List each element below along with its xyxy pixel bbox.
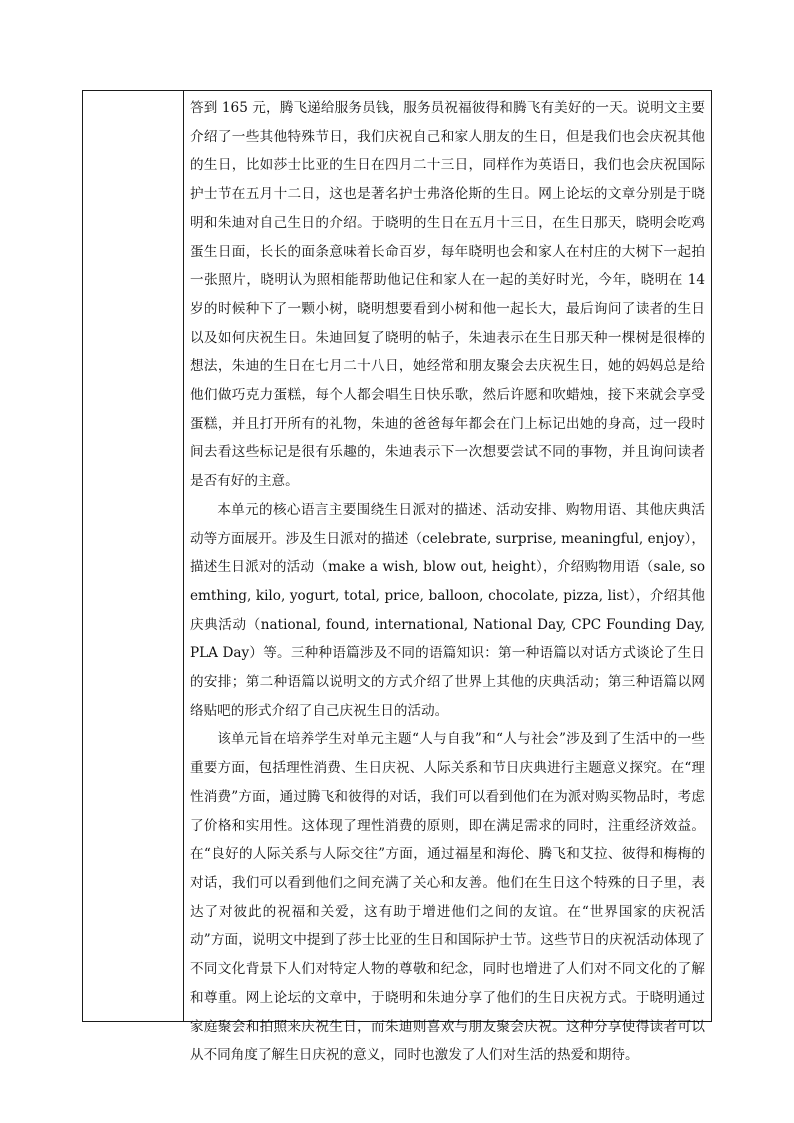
content-table [82,90,712,1064]
paragraph-theme-meaning: 该单元旨在培养学生对单元主题“人与自我”和“人与社会”涉及到了生活中的一些重要方面，包括理性消费、生日庆祝、人际关系和节日庆典进行主题意义探究。在“理性消费”方面，通过腾飞和彼得的对话，我们可以看到他们在为派对购买物品时，考虑了价格和实用性。这体现了理性消费的原则，即在满足需求的同时，注重经济效益。在“良好的人际关系与人际交往”方面，通过福星和海伦、腾飞和艾拉、彼得和梅梅的对话，我们可以看到他们之间充满了关心和友善。他们在生日这个特殊的日子里，表达了对彼此的祝福和关爱，这有助于增进他们之间的友谊。在“世界国家的庆祝活动”方面，说明文中提到了莎士比亚的生日和国际护士节。这些节日的庆祝活动体现了不同文化背景下人们对特定人物的尊敬和纪念，同时也增进了人们对不同文化的了解和尊重。网上论坛的文章中，于晓明和朱迪分享了他们的生日庆祝方式。于晓明通过家庭聚会和拍照来庆祝生日，而朱迪则喜欢与朋友聚会庆祝。这种分享使得读者可以从不同角度了解生日庆祝的意义，同时也激发了人们对生活的热爱和期待。 [190,731,705,1064]
paragraph-core-language: 本单元的核心语言主要围绕生日派对的描述、活动安排、购物用语、其他庆典活动等方面展开。涉及生日派对的描述（celebrate, surprise, meaningful, enjoy），描述生日派对的活动（make a wish, blow out, height），介绍购物用语（sale, soemthing, kilo, yogurt, total, price, balloon, chocolate, pizza, list），介绍其他庆典活动（national, found, international, National Day, CPC Founding Day, PLA Day）等。三种种语篇涉及不同的语篇知识：第一种语篇以对话方式谈论了生日的安排；第二种语篇以说明文的方式介绍了世界上其他的庆典活动；第三种语篇以网络贴吧的形式介绍了自己庆祝生日的活动。 [190,501,705,719]
paragraph-unit-summary-continued: 答到 165 元，腾飞递给服务员钱，服务员祝福彼得和腾飞有美好的一天。说明文主要介绍了一些其他特殊节日，我们庆祝自己和家人朋友的生日，但是我们也会庆祝其他的生日，比如莎士比亚的生日在四月二十三日，同样作为英语日，我们也会庆祝国际护士节在五月十二日，这也是著名护士弗洛伦斯的生日。网上论坛的文章分别是于晓明和朱迪对自己生日的介绍。于晓明的生日在五月十三日，在生日那天，晓明会吃鸡蛋生日面，长长的面条意味着长命百岁，每年晓明也会和家人在村庄的大树下一起拍一张照片，晓明认为照相能帮助他记住和家人在一起的美好时光，今年，晓明在 14 岁的时候种下了一颗小树，晓明想要看到小树和他一起长大，最后询问了读者的生日以及如何庆祝生日。朱迪回复了晓明的帖子，朱迪表示在生日那天种一棵树是很棒的想法，朱迪的生日在七月二十八日，她经常和朋友聚会去庆祝生日，她的妈妈总是给他们做巧克力蛋糕，每个人都会唱生日快乐歌，然后许愿和吹蜡烛，接下来就会享受蛋糕，并且打开所有的礼物，朱迪的爸爸每年都会在门上标记出她的身高，过一段时间去看这些标记是很有乐趣的，朱迪表示下一次想要尝试不同的事物，并且询问读者是否有好的主意。 [190,100,705,490]
table-right-cell [184,91,711,1064]
table-left-cell [83,91,184,1021]
